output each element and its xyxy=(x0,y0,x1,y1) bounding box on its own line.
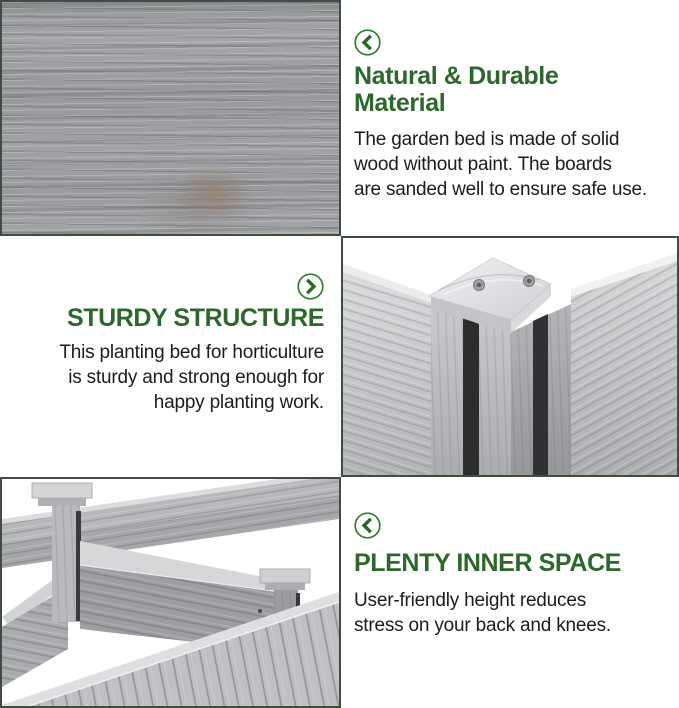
feature-body-line: wood without paint. The boards xyxy=(354,154,612,175)
chevron-left-circle-icon xyxy=(354,512,669,539)
feature-heading xyxy=(354,63,665,117)
feature-heading-line: Material xyxy=(354,89,446,117)
feature-section-space xyxy=(341,477,679,708)
feature-heading-line: Natural & Durable xyxy=(354,62,559,90)
inner-space-photo xyxy=(0,477,341,708)
feature-heading-line: PLENTY INNER SPACE xyxy=(354,549,621,577)
feature-body xyxy=(354,127,665,202)
feature-body-line: is sturdy and strong enough for xyxy=(68,367,324,388)
feature-body xyxy=(10,340,324,415)
feature-heading xyxy=(10,305,324,332)
chevron-right-circle-icon xyxy=(10,273,324,300)
left-side-panel xyxy=(343,264,431,475)
chevron-left-circle-icon xyxy=(354,29,665,56)
right-side-panel xyxy=(571,253,677,475)
feature-body-line: The garden bed is made of solid xyxy=(354,129,620,150)
feature-body-line: happy planting work. xyxy=(153,392,324,413)
feature-section-material xyxy=(341,0,679,236)
feature-heading xyxy=(354,550,669,577)
feature-heading-line: STURDY STRUCTURE xyxy=(66,304,324,332)
wood-texture-photo xyxy=(0,0,341,236)
feature-section-structure xyxy=(0,236,341,477)
feature-body xyxy=(354,588,669,638)
cap-screw xyxy=(524,276,535,287)
cap-screw xyxy=(474,280,485,291)
feature-body-line: stress on your back and knees. xyxy=(354,615,611,636)
feature-body-line: This planting bed for horticulture xyxy=(59,342,324,363)
corner-post-photo xyxy=(341,236,679,477)
feature-body-line: are sanded well to ensure safe use. xyxy=(354,179,647,200)
feature-body-line: User-friendly height reduces xyxy=(354,590,587,611)
